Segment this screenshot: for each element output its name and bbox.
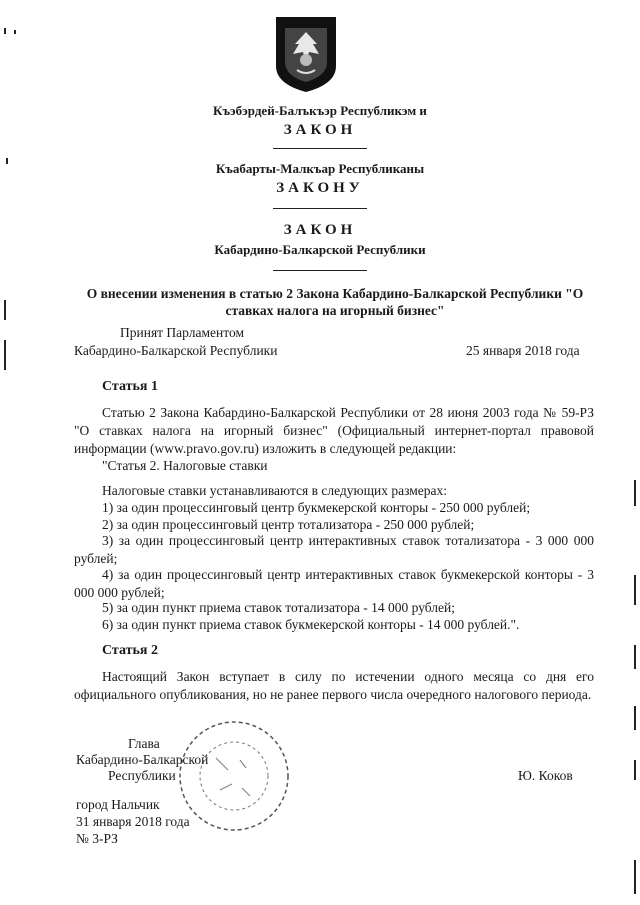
article-1-heading: Статья 1 [102,379,158,394]
header-divider [273,208,367,209]
footer-number: № 3-РЗ [76,831,118,846]
rate-item-6: 6) за один пункт приема ставок букмекерской конторы - 14 000 рублей.". [102,617,520,632]
header-balkar-republic: Къабарты-Малкъар Республиканы [215,161,425,176]
header-divider [273,270,367,271]
adoption-line-1: Принят Парламентом [120,325,244,340]
article-1-intro: Статью 2 Закона Кабардино-Балкарской Республики от 28 июня 2003 года № 59-РЗ "О ставках налога на игорный бизнес" (Официальный интернет-портал правовой информации (www.pravo.gov.ru) изложить в следующей редакции: [74,405,594,456]
article-1-quote: "Статья 2. Налоговые ставки [102,458,268,473]
signature-title-3: Республики [108,768,176,783]
rate-item-3: 3) за один процессинговый центр интерактивных ставок тотализатора - 3 000 000 рублей; [74,533,594,566]
scan-mark [634,860,636,894]
scan-mark [634,760,636,780]
signature-title-1: Глава [128,736,160,751]
header-balkar-law: ЗАКОНУ [276,180,364,196]
scan-mark [4,340,6,370]
official-stamp-icon [176,718,292,834]
signatory-name: Ю. Коков [518,768,573,783]
scan-mark [634,575,636,605]
scan-mark [14,30,16,34]
coat-of-arms-icon [273,14,339,94]
scan-mark [634,480,636,506]
article-2-text: Настоящий Закон вступает в силу по истечении одного месяца со дня его официального опубликования, но не ранее первого числа очередного налогового периода. [74,669,594,702]
rates-intro: Налоговые ставки устанавливаются в следующих размерах: [102,483,448,498]
rate-item-5: 5) за один пункт приема ставок тотализатора - 14 000 рублей; [102,600,455,615]
scan-mark [4,300,6,320]
rate-item-4: 4) за один процессинговый центр интерактивных ставок букмекерской конторы - 3 000 000 рублей; [74,567,594,600]
header-divider [273,148,367,149]
article-2-heading: Статья 2 [102,643,158,658]
rate-item-1: 1) за один процессинговый центр букмекерской конторы - 250 000 рублей; [102,500,531,515]
footer-date: 31 января 2018 года [76,814,190,829]
scan-mark [4,28,6,34]
header-kabardian-republic: Къэбэрдей-Балъкъэр Республикэм и [213,103,427,118]
scan-mark [634,645,636,669]
adoption-line-2: Кабардино-Балкарской Республики [74,343,278,358]
footer-city: город Нальчик [76,797,160,812]
scan-mark [6,158,8,164]
adoption-date: 25 января 2018 года [466,343,580,358]
rate-item-2: 2) за один процессинговый центр тотализатора - 250 000 рублей; [102,517,475,532]
scan-mark [634,706,636,730]
header-russian-law: ЗАКОН [283,222,357,238]
header-russian-republic: Кабардино-Балкарской Республики [214,242,426,257]
signature-title-2: Кабардино-Балкарской [76,752,209,767]
header-kabardian-law: ЗАКОН [283,122,357,138]
document-title: О внесении изменения в статью 2 Закона Кабардино-Балкарской Республики "О ставках налога на игорный бизнес" [86,286,584,318]
